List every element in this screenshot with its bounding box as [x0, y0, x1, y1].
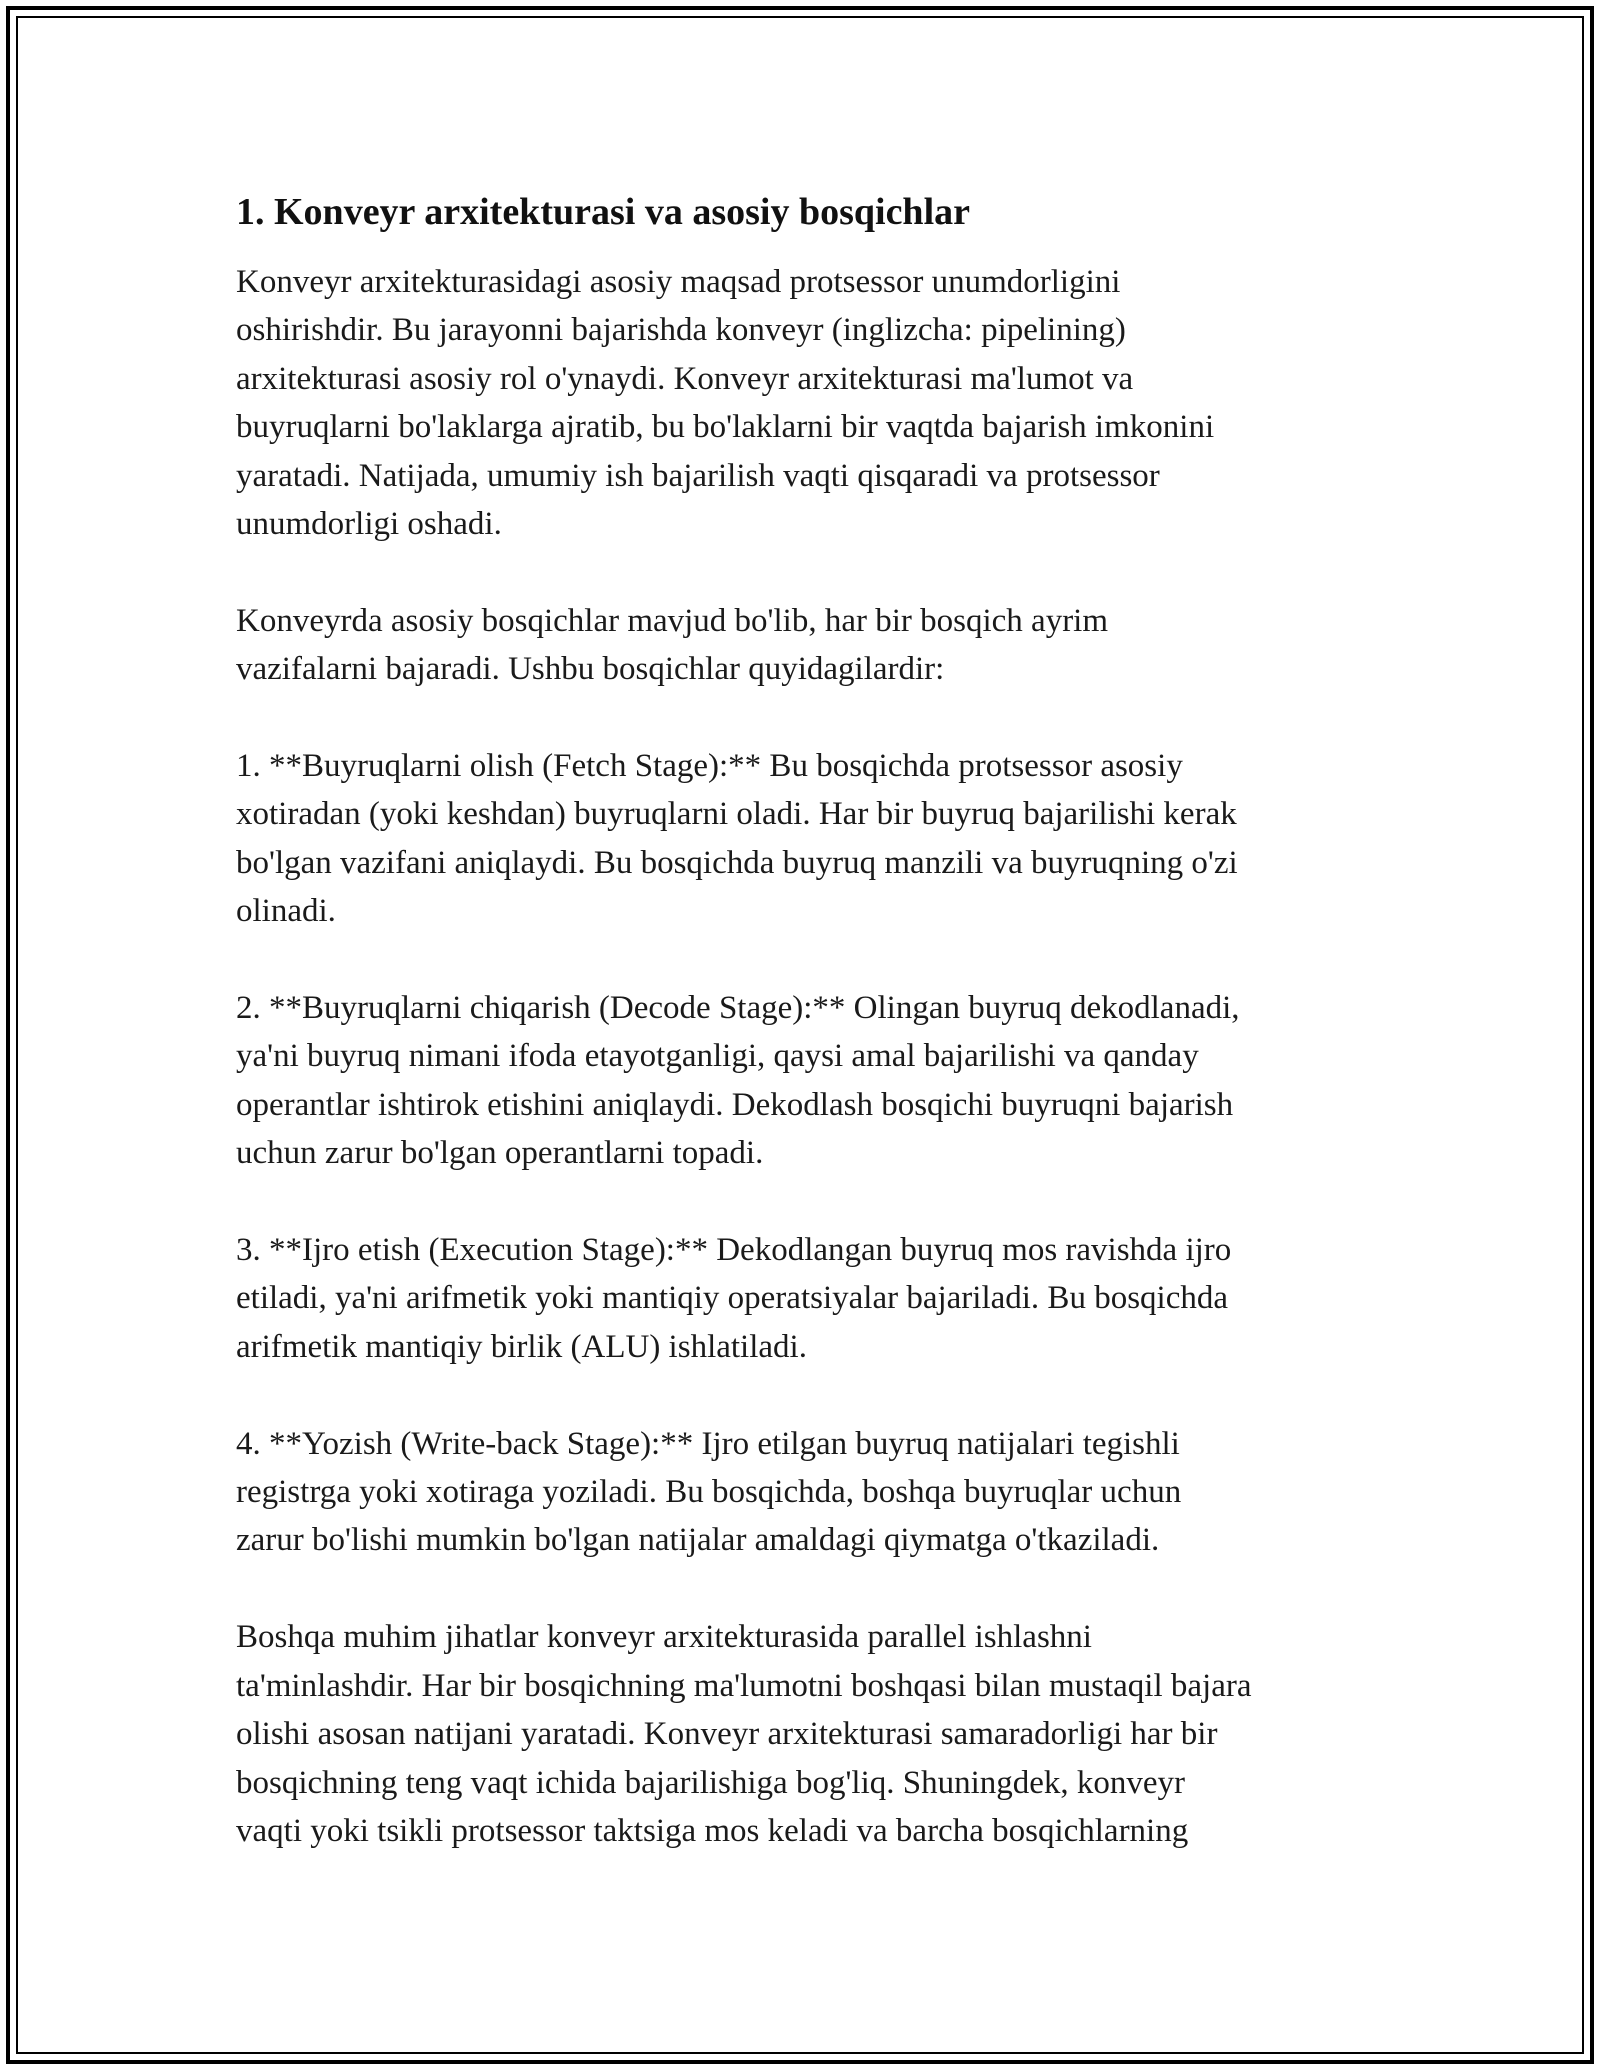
text-line: 4. **Yozish (Write-back Stage):** Ijro etilgan buyruq natijalari tegishli — [236, 1425, 1180, 1462]
text-line: Boshqa muhim jihatlar konveyr arxitekturasida parallel ishlashni — [236, 1619, 1092, 1656]
writeback-stage-paragraph — [236, 1420, 1376, 1565]
text-line: vazifalarni bajaradi. Ushbu bosqichlar quyidagilardir: — [236, 651, 945, 688]
text-line: operantlar ishtirok etishini aniqlaydi. Dekodlash bosqichi buyruqni bajarish — [236, 1086, 1234, 1123]
text-line: buyruqlarni bo'laklarga ajratib, bu bo'laklarni bir vaqtda bajarish imkonini — [236, 409, 1215, 446]
closing-paragraph — [236, 1613, 1376, 1855]
text-line: olinadi. — [236, 893, 336, 930]
text-line: 3. **Ijro etish (Execution Stage):** Dekodlangan buyruq mos ravishda ijro — [236, 1232, 1232, 1269]
text-line: 2. **Buyruqlarni chiqarish (Decode Stage):** Olingan buyruq dekodlanadi, — [236, 990, 1240, 1027]
text-line: xotiradan (yoki keshdan) buyruqlarni oladi. Har bir buyruq bajarilishi kerak — [236, 796, 1237, 833]
text-line: olishi asosan natijani yaratadi. Konveyr arxitekturasi samaradorligi har bir — [236, 1716, 1218, 1753]
text-line: ta'minlashdir. Har bir bosqichning ma'lumotni boshqasi bilan mustaqil bajara — [236, 1667, 1252, 1704]
text-line: ya'ni buyruq nimani ifoda etayotganligi, qaysi amal bajarilishi va qanday — [236, 1038, 1199, 1075]
intro-paragraph — [236, 258, 1376, 548]
text-line: oshirishdir. Bu jarayonni bajarishda konveyr (inglizcha: pipelining) — [236, 312, 1126, 349]
text-line: vaqti yoki tsikli protsessor taktsiga mos keladi va barcha bosqichlarning — [236, 1812, 1189, 1849]
decode-stage-paragraph — [236, 984, 1376, 1178]
text-line: yaratadi. Natijada, umumiy ish bajarilish vaqti qisqaradi va protsessor — [236, 457, 1160, 494]
execution-stage-paragraph — [236, 1226, 1376, 1371]
text-line: arxitekturasi asosiy rol o'ynaydi. Konveyr arxitekturasi ma'lumot va — [236, 360, 1134, 397]
text-line: 1. **Buyruqlarni olish (Fetch Stage):** Bu bosqichda protsessor asosiy — [236, 748, 1183, 785]
section-heading: 1. Konveyr arxitekturasi va asosiy bosqichlar — [236, 191, 970, 233]
text-line: arifmetik mantiqiy birlik (ALU) ishlatiladi. — [236, 1328, 807, 1365]
text-line: Konveyr arxitekturasidagi asosiy maqsad protsessor unumdorligini — [236, 264, 1121, 300]
stages-intro-paragraph — [236, 597, 1376, 694]
text-line: bosqichning teng vaqt ichida bajarilishiga bog'liq. Shuningdek, konveyr — [236, 1764, 1186, 1801]
text-line: uchun zarur bo'lgan operantlarni topadi. — [236, 1135, 764, 1172]
text-line: unumdorligi oshadi. — [236, 506, 502, 543]
text-line: bo'lgan vazifani aniqlaydi. Bu bosqichda buyruq manzili va buyruqning o'zi — [236, 844, 1238, 881]
text-line: Konveyrda asosiy bosqichlar mavjud bo'lib, har bir bosqich ayrim — [236, 602, 1109, 639]
fetch-stage-paragraph — [236, 742, 1376, 936]
paragraph-list — [236, 258, 1376, 1855]
text-line: zarur bo'lishi mumkin bo'lgan natijalar amaldagi qiymatga o'tkaziladi. — [236, 1522, 1160, 1559]
text-line: registrga yoki xotiraga yoziladi. Bu bosqichda, boshqa buyruqlar uchun — [236, 1474, 1182, 1511]
document-body — [236, 186, 1376, 1904]
text-line: etiladi, ya'ni arifmetik yoki mantiqiy operatsiyalar bajariladi. Bu bosqichda — [236, 1280, 1228, 1317]
